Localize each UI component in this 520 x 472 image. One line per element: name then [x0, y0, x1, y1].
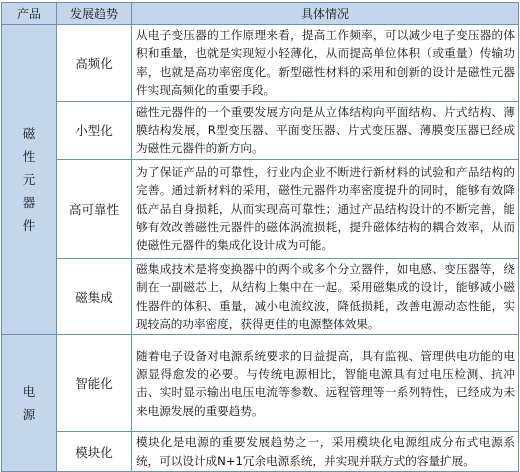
table-row: [2, 258, 519, 335]
table-row: [2, 25, 519, 102]
header-detail: 具体情况: [132, 3, 519, 25]
product-cell-magnetic: [2, 25, 57, 335]
trend-cell: 模块化: [57, 432, 132, 472]
detail-cell: 磁性元器件的一个重要发展方向是从立体结构向平面结构、片式结构、薄膜结构发展，R型变压器、平面变压器、片式变压器、薄膜变压器已经成为磁性元器件的新方向。: [132, 101, 519, 159]
table-row: [2, 101, 519, 159]
header-trend: 发展趋势: [57, 3, 132, 25]
table-row: [2, 432, 519, 472]
header-product: 产品: [2, 3, 57, 25]
trend-cell: 高频化: [57, 25, 132, 102]
table-row: [2, 159, 519, 258]
detail-cell: 磁集成技术是将变换器中的两个或多个分立器件，如电感、变压器等，绕制在一副磁芯上，从结构上集中在一起。采用磁集成的设计，能够减小磁性器件的体积、重量，减小电流纹波，降低损耗，改善电源动态性能，实现较高的功率密度，获得更佳的电源整体效果。: [132, 258, 519, 335]
table-header-row: [2, 3, 519, 25]
product-label: 电源: [22, 384, 36, 423]
detail-cell: 模块化是电源的重要发展趋势之一，采用模块化电源组成分布式电源系统，可以设计成N+1冗余电源系统，并实现并联方式的容量扩展。: [132, 432, 519, 472]
detail-cell: 为了保证产品的可靠性，行业内企业不断进行新材料的试验和产品结构的完善。通过新材料的采用，磁性元器件功率密度提升的同时，能够有效降低产品自身损耗，从而实现高可靠性；通过产品结构设计的不断完善，能够有效改善磁性元器件的磁体涡流损耗，提升磁体结构的耦合效率，从而使磁性元器件的集成化设计成为可能。: [132, 159, 519, 258]
trend-table: [1, 2, 519, 472]
product-label: 磁性元器件: [22, 126, 36, 234]
trend-cell: 高可靠性: [57, 159, 132, 258]
trend-cell: 小型化: [57, 101, 132, 159]
table-row: [2, 335, 519, 432]
trend-cell: 磁集成: [57, 258, 132, 335]
trend-cell: 智能化: [57, 335, 132, 432]
detail-cell: 随着电子设备对电源系统要求的日益提高，具有监视、管理供电功能的电源显得愈发的必要。与传统电源相比，智能电源具有过电压检测、抗冲击、实时显示输出电压电流等参数、远程管理等一系列特性，已经成为未来电源发展的重要趋势。: [132, 335, 519, 432]
product-cell-power: [2, 335, 57, 472]
detail-cell: 从电子变压器的工作原理来看，提高工作频率，可以减少电子变压器的体积和重量，也就是实现短小轻薄化，从而提高单位体积（或重量）传输功率，也就是高功率密度化。新型磁性材料的采用和创新的设计是磁性元器件实现高频化的重要手段。: [132, 25, 519, 102]
